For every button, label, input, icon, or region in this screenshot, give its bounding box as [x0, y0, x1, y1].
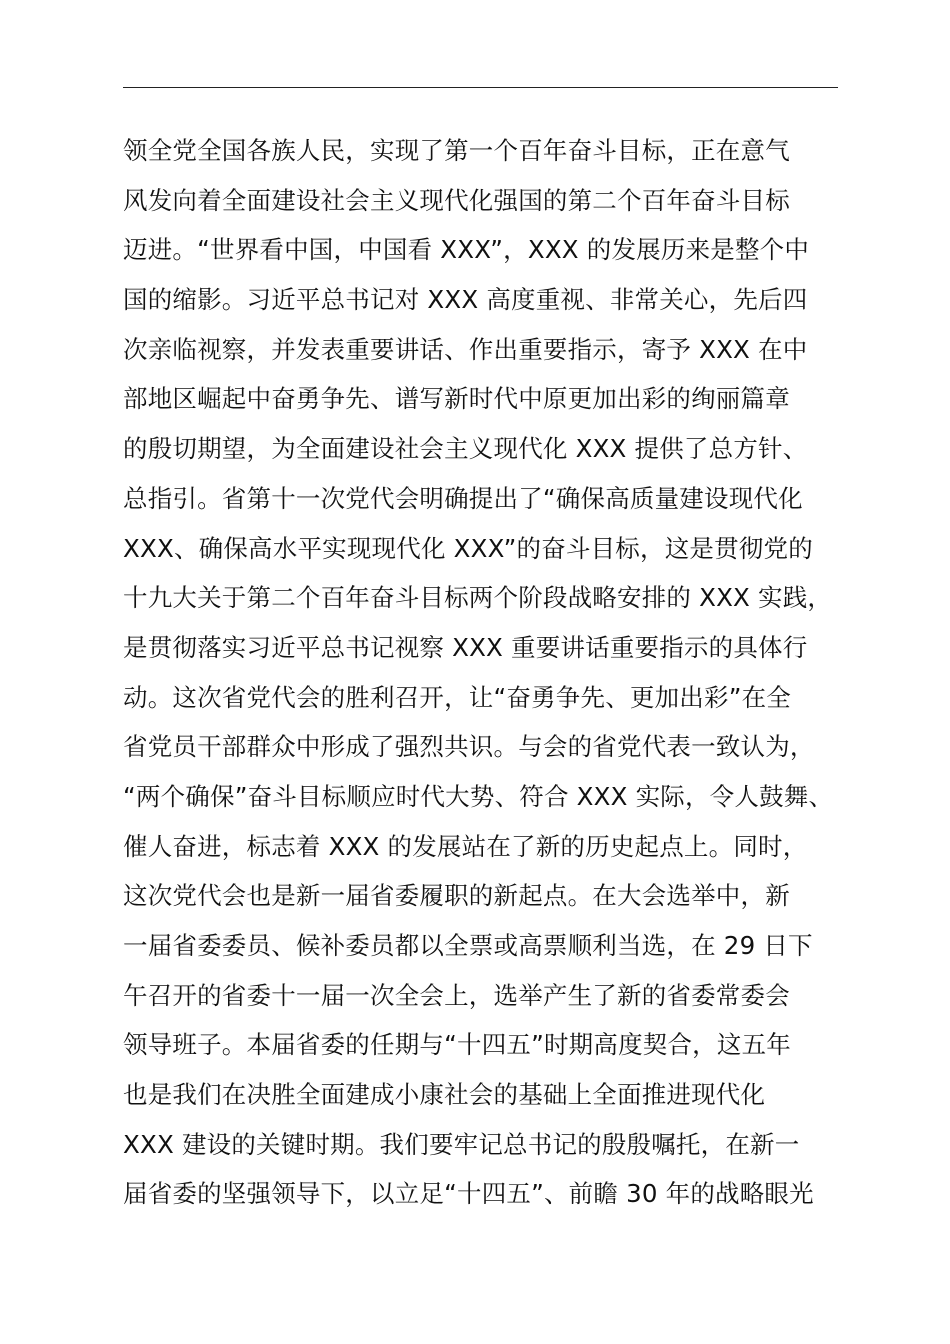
text-line: 领全党全国各族人民，实现了第一个百年奋斗目标，正在意气	[123, 136, 790, 165]
text-line: 午召开的省委十一届一次全会上，选举产生了新的省委常委会	[123, 980, 790, 1010]
text-line: 这次党代会也是新一届省委履职的新起点。在大会选举中，新	[123, 881, 790, 911]
text-line: 的殷切期望，为全面建设社会主义现代化 XXX 提供了总方针、	[123, 434, 808, 464]
text-line: 省党员干部群众中形成了强烈共识。与会的省党代表一致认为，	[123, 732, 815, 762]
text-line: 十九大关于第二个百年奋斗目标两个阶段战略安排的 XXX 实践，	[123, 583, 833, 613]
text-line: 催人奋进，标志着 XXX 的发展站在了新的历史起点上。同时，	[123, 831, 808, 861]
text-line: 一届省委委员、候补委员都以全票或高票顺利当选，在 29 日下	[123, 931, 813, 960]
text-line: “两个确保”奋斗目标顺应时代大势、符合 XXX 实际，令人鼓舞、	[123, 781, 834, 811]
body-text	[123, 126, 863, 1219]
text-line: 迈进。“世界看中国，中国看 XXX”，XXX 的发展历来是整个中	[123, 235, 810, 265]
text-line: 国的缩影。习近平总书记对 XXX 高度重视、非常关心，先后四	[123, 285, 808, 315]
text-line: XXX 建设的关键时期。我们要牢记总书记的殷殷嘱托，在新一	[123, 1129, 800, 1159]
text-line: 风发向着全面建设社会主义现代化强国的第二个百年奋斗目标	[123, 185, 790, 215]
text-line: 部地区崛起中奋勇争先、谱写新时代中原更加出彩的绚丽篇章	[123, 384, 790, 414]
text-line: 次亲临视察，并发表重要讲话、作出重要指示，寄予 XXX 在中	[123, 334, 808, 364]
text-line: 总指引。省第十一次党代会明确提出了“确保高质量建设现代化	[123, 483, 803, 513]
text-line: XXX、确保高水平实现现代化 XXX”的奋斗目标，这是贯彻党的	[123, 533, 813, 563]
header-rule	[123, 87, 838, 88]
text-line: 也是我们在决胜全面建成小康社会的基础上全面推进现代化	[123, 1080, 766, 1110]
text-line: 是贯彻落实习近平总书记视察 XXX 重要讲话重要指示的具体行	[123, 632, 808, 662]
text-line: 领导班子。本届省委的任期与“十四五”时期高度契合，这五年	[123, 1030, 791, 1060]
text-line: 届省委的坚强领导下，以立足“十四五”、前瞻 30 年的战略眼光	[123, 1179, 814, 1209]
text-line: 动。这次省党代会的胜利召开，让“奋勇争先、更加出彩”在全	[123, 682, 791, 712]
